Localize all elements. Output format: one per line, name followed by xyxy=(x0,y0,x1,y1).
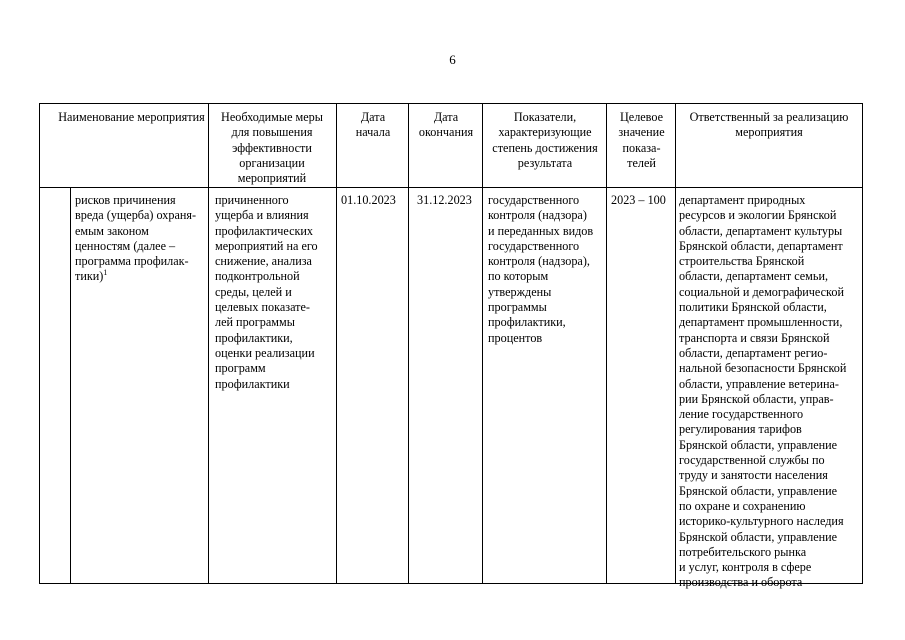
text-line: оценки реализации xyxy=(215,345,315,360)
column-divider xyxy=(336,103,337,584)
text-line: телей xyxy=(627,155,656,170)
text-line: рии Брянской области, управ- xyxy=(679,391,834,406)
text-line: ресурсов и экологии Брянской xyxy=(679,208,837,223)
column-divider xyxy=(482,103,483,584)
header-end-date xyxy=(409,110,483,141)
text-line: Брянской области, управление xyxy=(679,483,838,498)
text-line: области, департамент семьи, xyxy=(679,269,829,284)
text-line: политики Брянской области, xyxy=(679,300,827,315)
text-line: мероприятия xyxy=(735,125,803,140)
text-line: профилактики, xyxy=(488,315,566,330)
text-line: показа- xyxy=(622,140,661,155)
text-line: Брянской области, департамент xyxy=(679,238,843,253)
text-line: ущерба и влияния xyxy=(215,208,309,223)
text-line: степень достижения xyxy=(492,140,598,155)
text-line: департамент промышленности, xyxy=(679,315,843,330)
text-line: Брянской области, управление xyxy=(679,437,838,452)
cell-name-lines xyxy=(75,193,205,285)
footnote-marker: 1 xyxy=(103,268,108,278)
text-line: контроля (надзора), xyxy=(488,254,590,269)
text-line: департамент природных xyxy=(679,193,806,207)
text-line: Целевое xyxy=(619,110,664,124)
text-line: причиненного xyxy=(215,193,289,207)
header-start-date xyxy=(338,110,408,141)
text-line: историко-культурного наследия xyxy=(679,514,844,529)
text-line: регулирования тарифов xyxy=(679,422,802,437)
text-line: Ответственный за реализацию xyxy=(689,110,849,124)
cell-indicators xyxy=(488,193,608,346)
text-line: нальной безопасности Брянской xyxy=(679,361,847,376)
header-divider xyxy=(39,187,863,188)
header-indicators xyxy=(483,110,607,171)
text-line: окончания xyxy=(418,125,474,140)
column-divider xyxy=(408,103,409,584)
text-line: начала xyxy=(355,125,391,140)
text-line: мероприятий xyxy=(237,171,307,186)
text-line: для повышения xyxy=(231,125,313,140)
text-line: профилактики, xyxy=(215,330,293,345)
text-line: мероприятий на его xyxy=(215,238,318,253)
target-value: 2023 – 100 xyxy=(611,193,666,207)
column-divider xyxy=(675,103,676,584)
text-line: профилактики xyxy=(215,376,290,391)
start-date-value: 01.10.2023 xyxy=(341,193,396,207)
text-line: Дата xyxy=(433,110,459,124)
text-line: результата xyxy=(517,155,573,170)
header-name xyxy=(44,110,219,125)
text-line: тики)$^1$ xyxy=(75,268,108,284)
text-line: и переданных видов xyxy=(488,223,594,238)
cell-target-value xyxy=(611,193,677,208)
header-measures xyxy=(209,110,335,186)
text-line: социальной и демографической xyxy=(679,284,844,299)
text-line: вреда (ущерба) охраня- xyxy=(75,208,197,223)
cell-name xyxy=(75,193,205,285)
text-line: государственного xyxy=(488,238,580,253)
text-line: производства и оборота xyxy=(679,575,803,590)
text-line: рисков причинения xyxy=(75,193,176,207)
text-line: области, управление ветерина- xyxy=(679,376,839,391)
text-line: утверждены xyxy=(488,284,552,299)
page-number: 6 xyxy=(449,52,456,67)
subcolumn-divider xyxy=(70,187,71,584)
text-line: эффективности xyxy=(232,140,312,155)
text-line: потребительского рынка xyxy=(679,544,807,559)
text-line: значение xyxy=(618,125,665,140)
text-line: снижение, анализа xyxy=(215,254,312,269)
text-line: характеризующие xyxy=(498,125,592,140)
text-line: области, департамент культуры xyxy=(679,223,843,238)
text-line: организации xyxy=(239,155,305,170)
text-line: Необходимые меры xyxy=(221,110,323,124)
text-line: программы xyxy=(488,300,547,315)
text-line: и услуг, контроля в сфере xyxy=(679,560,812,575)
cell-start-date xyxy=(341,193,409,208)
text-line: Дата xyxy=(360,110,386,124)
text-line: процентов xyxy=(488,330,543,345)
text-line: транспорта и связи Брянской xyxy=(679,330,830,345)
text-line: профилактических xyxy=(215,223,314,238)
text-line: ценностям (далее – xyxy=(75,238,176,253)
text-line: контроля (надзора) xyxy=(488,208,587,223)
text-line: Показатели, xyxy=(513,110,577,124)
text-line: среды, целей и xyxy=(215,284,292,299)
text-line: труду и занятости населения xyxy=(679,468,828,483)
text-line: Брянской области, управление xyxy=(679,529,838,544)
text-line: лей программы xyxy=(215,315,295,330)
text-line: целевых показате- xyxy=(215,300,310,315)
text-line: по которым xyxy=(488,269,549,284)
text-line: государственной службы по xyxy=(679,453,825,468)
text-line: подконтрольной xyxy=(215,269,300,284)
text-line: емым законом xyxy=(75,223,149,238)
header-responsible xyxy=(676,110,862,141)
text-line: области, департамент регио- xyxy=(679,345,828,360)
end-date-value: 31.12.2023 xyxy=(417,193,472,207)
cell-end-date xyxy=(417,193,483,208)
text-line: государственного xyxy=(488,193,580,207)
text-line: по охране и сохранению xyxy=(679,498,806,513)
cell-responsible xyxy=(679,193,865,591)
text-line: строительства Брянской xyxy=(679,254,805,269)
text-line: ление государственного xyxy=(679,407,804,422)
header-target-value xyxy=(607,110,676,171)
cell-measures xyxy=(215,193,335,392)
text-line: программа профилак- xyxy=(75,254,189,269)
text-line: программ xyxy=(215,361,266,376)
text-line: Наименование мероприятия xyxy=(58,110,205,124)
